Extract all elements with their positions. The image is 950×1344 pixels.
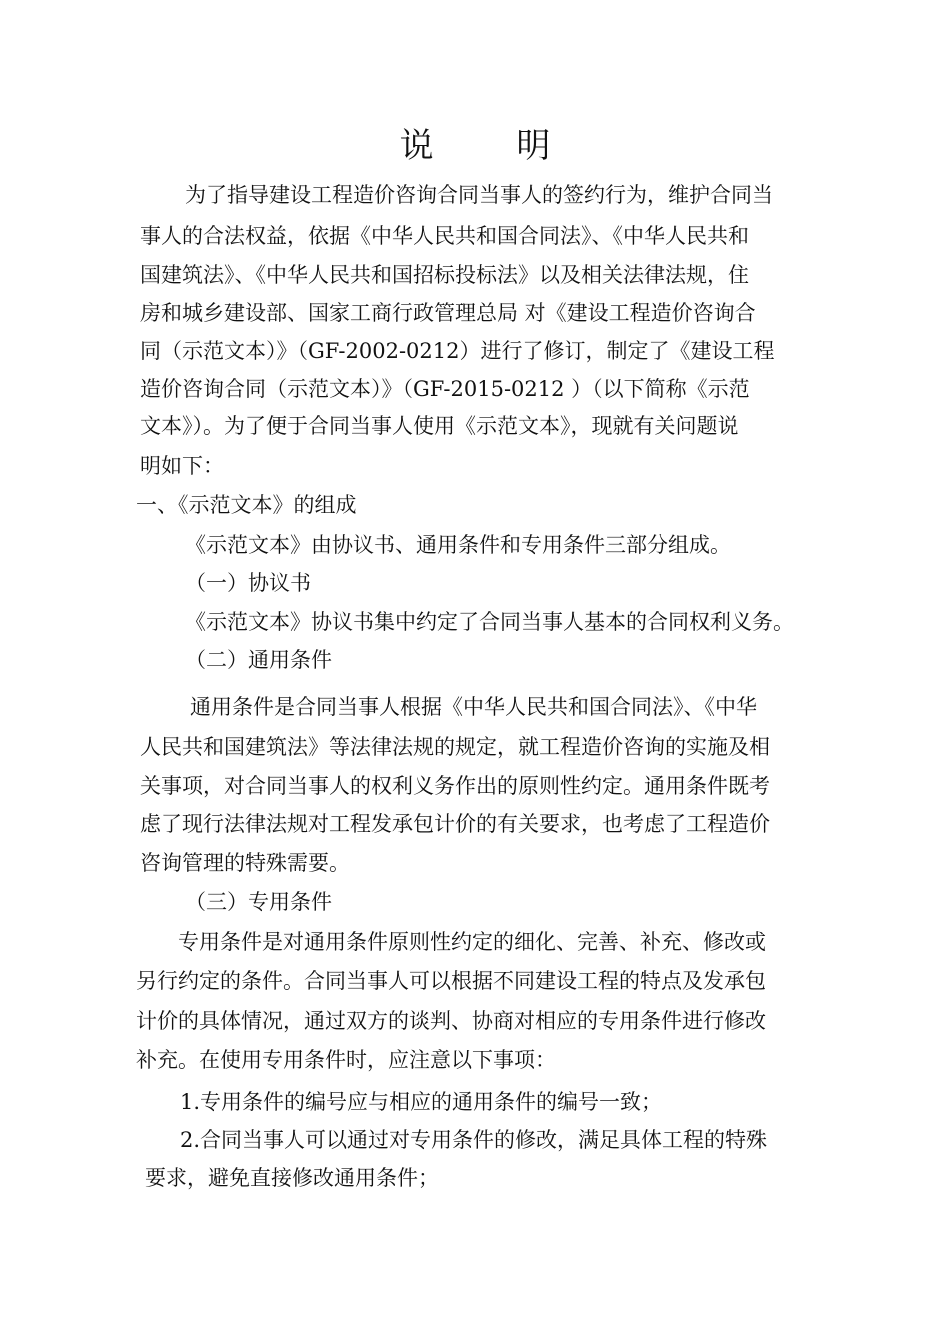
subsection-heading: （一）协议书 bbox=[185, 571, 311, 595]
paragraph-line: 国建筑法》、《中华人民共和国招标投标法》以及相关法律法规，住 bbox=[140, 263, 749, 287]
list-item: 1.专用条件的编号应与相应的通用条件的编号一致； bbox=[180, 1090, 663, 1114]
paragraph-line: 咨询管理的特殊需要。 bbox=[140, 851, 350, 875]
paragraph-line: 《示范文本》协议书集中约定了合同当事人基本的合同权利义务。 bbox=[185, 610, 794, 634]
paragraph-line: 另行约定的条件。合同当事人可以根据不同建设工程的特点及发承包 bbox=[136, 969, 766, 993]
paragraph-line: 专用条件是对通用条件原则性约定的细化、完善、补充、修改或 bbox=[178, 930, 766, 954]
paragraph-line: 通用条件是合同当事人根据《中华人民共和国合同法》、《中华 bbox=[190, 695, 757, 719]
section-heading: 一、《示范文本》的组成 bbox=[136, 493, 357, 517]
paragraph-line: 房和城乡建设部、国家工商行政管理总局 对《建设工程造价咨询合 bbox=[140, 301, 756, 325]
paragraph-line: 事人的合法权益，依据《中华人民共和国合同法》、《中华人民共和 bbox=[140, 224, 749, 248]
paragraph-line: 为了指导建设工程造价咨询合同当事人的签约行为，维护合同当 bbox=[185, 183, 773, 207]
page-title: 说 明 bbox=[399, 126, 587, 166]
subsection-heading: （二）通用条件 bbox=[185, 648, 332, 672]
paragraph-line: 虑了现行法律法规对工程发承包计价的有关要求，也考虑了工程造价 bbox=[140, 812, 770, 836]
list-item: 2.合同当事人可以通过对专用条件的修改，满足具体工程的特殊 bbox=[180, 1128, 768, 1152]
paragraph-line: 计价的具体情况，通过双方的谈判、协商对相应的专用条件进行修改 bbox=[136, 1009, 766, 1033]
list-item-continuation: 要求，避免直接修改通用条件； bbox=[145, 1166, 439, 1190]
paragraph-line: 造价咨询合同（示范文本）》（GF-2015-0212 ）（以下简称《示范 bbox=[140, 377, 750, 401]
paragraph-line: 《示范文本》由协议书、通用条件和专用条件三部分组成。 bbox=[185, 533, 731, 557]
paragraph-line: 补充。在使用专用条件时，应注意以下事项： bbox=[136, 1048, 556, 1072]
paragraph-line: 文本》）。为了便于合同当事人使用《示范文本》，现就有关问题说 bbox=[140, 414, 739, 438]
paragraph-line: 人民共和国建筑法》等法律法规的规定，就工程造价咨询的实施及相 bbox=[140, 735, 770, 759]
subsection-heading: （三）专用条件 bbox=[185, 890, 332, 914]
paragraph-line: 同（示范文本）》（GF-2002-0212）进行了修订，制定了《建设工程 bbox=[140, 339, 775, 363]
paragraph-line: 关事项，对合同当事人的权利义务作出的原则性约定。通用条件既考 bbox=[140, 774, 770, 798]
paragraph-line: 明如下： bbox=[140, 454, 224, 478]
